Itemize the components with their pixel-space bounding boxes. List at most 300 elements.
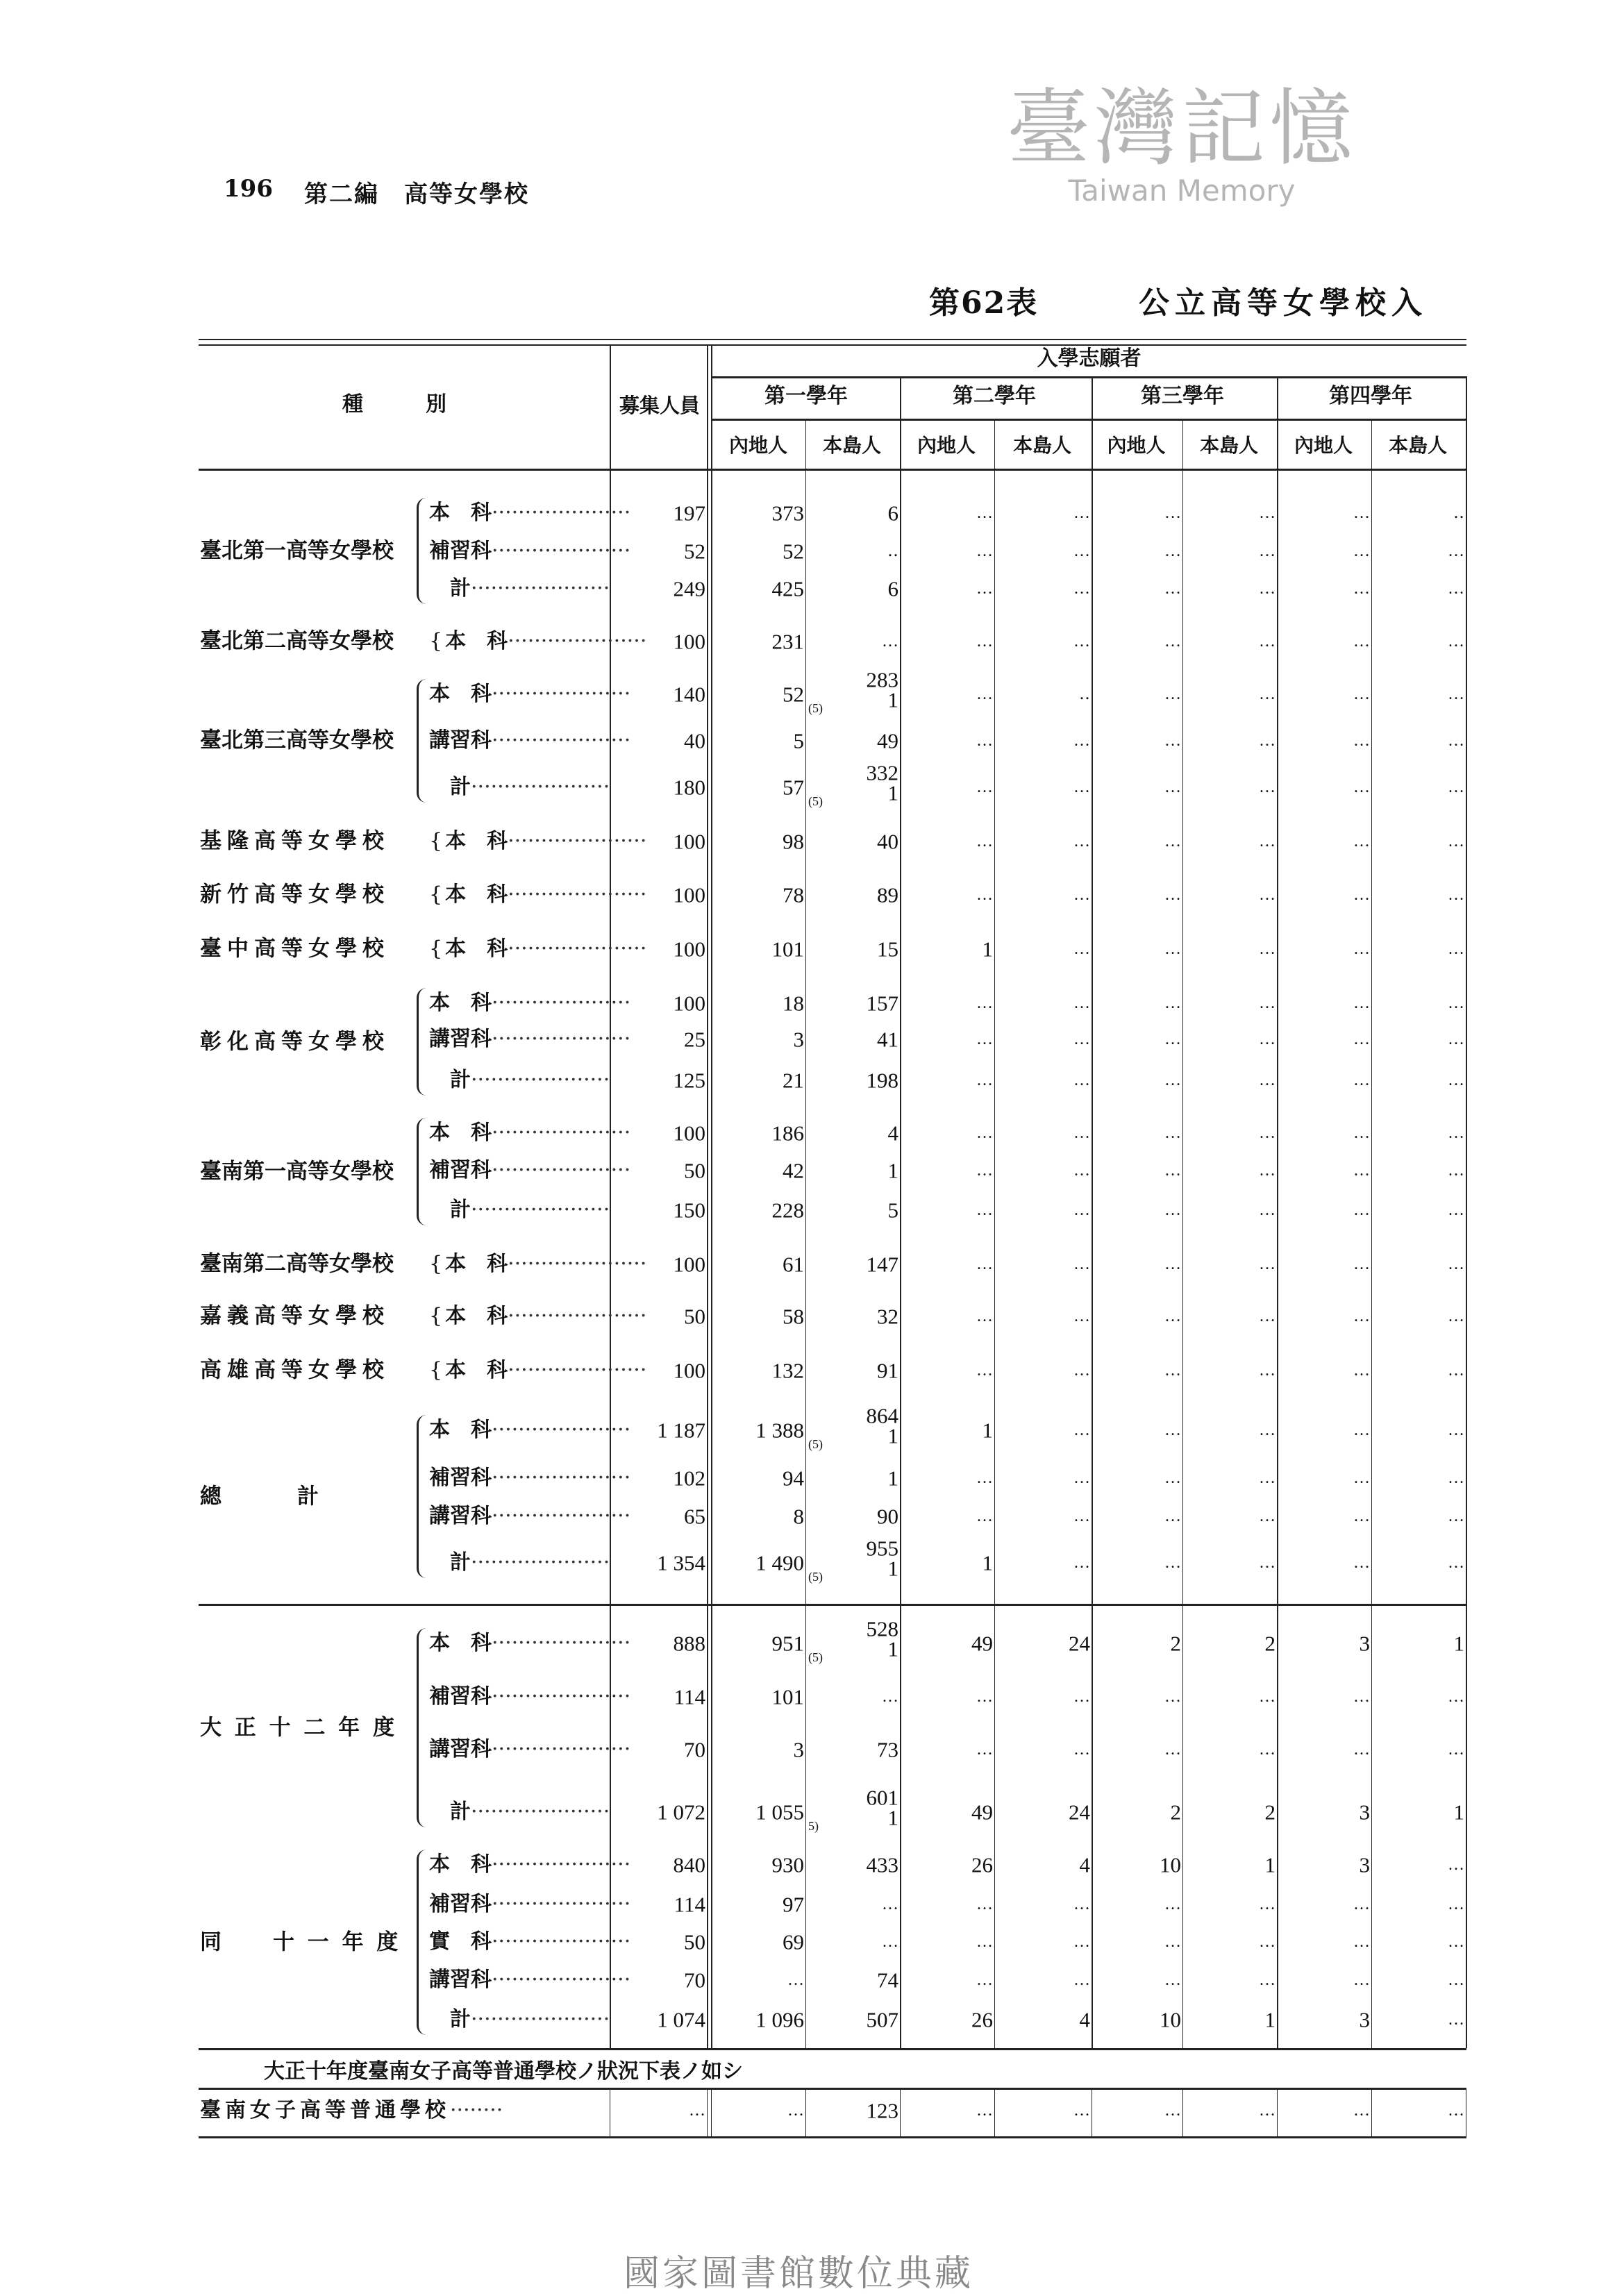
cell-value: 52	[783, 539, 804, 564]
cell-value: …	[1448, 542, 1464, 560]
cell-note: (5)	[808, 794, 823, 808]
row-label-text: 講習科	[429, 1737, 492, 1761]
cell-subvalue: 1	[887, 1806, 898, 1830]
cell-value: 100	[673, 1252, 705, 1277]
cell-value: …	[1448, 1856, 1464, 1874]
cell-value: …	[1448, 1741, 1464, 1759]
cell-value: …	[1073, 1933, 1090, 1951]
cell-value: …	[1448, 940, 1464, 958]
table-rule	[712, 376, 1466, 378]
cell-value: 3	[1359, 2007, 1370, 2032]
cell-value: …	[1353, 1030, 1370, 1048]
cell-value: …	[976, 632, 993, 651]
cell-value: …	[1259, 1554, 1276, 1572]
row-label	[429, 1892, 631, 1916]
cell-value: 180	[673, 775, 705, 800]
header-sub-hontoujin: 本島人	[1012, 434, 1071, 457]
cell-value: 97	[783, 1892, 804, 1917]
row-label-text: 補習科	[429, 1684, 492, 1709]
header-recruit: 募集人員	[619, 394, 700, 417]
cell-value: 283	[866, 667, 898, 692]
leader-dots: ·····················	[471, 2007, 610, 2031]
cell-subvalue: 1	[887, 1424, 898, 1448]
cell-value: …	[1073, 2102, 1090, 2120]
cell-value: …	[1073, 1162, 1090, 1180]
cell-value: …	[1448, 832, 1464, 850]
leader-dots: ·····················	[471, 1550, 610, 1575]
cell-value: …	[1073, 1469, 1090, 1487]
brace-icon	[417, 1628, 430, 1827]
row-label-text: 講習科	[429, 728, 492, 753]
year-divider	[1466, 376, 1467, 2048]
leader-dots: ·····················	[492, 1929, 631, 1954]
row-label	[429, 728, 631, 753]
cell-value: 6	[887, 501, 898, 526]
row-label-text: 臺南女子高等普通學校	[200, 2098, 450, 2122]
cell-value: …	[1353, 1895, 1370, 1913]
cell-value: 1 354	[657, 1550, 705, 1575]
cell-value: …	[1448, 685, 1464, 703]
row-label-text: 本 科	[445, 629, 508, 653]
cell-value: 840	[673, 1852, 705, 1877]
cell-value: …	[1164, 685, 1181, 703]
cell-note: (5)	[808, 1570, 823, 1584]
header-category: 種 別	[342, 392, 467, 417]
cell-value: …	[1353, 1124, 1370, 1142]
cell-value: 3	[1359, 1631, 1370, 1656]
cell-value: …	[1073, 940, 1090, 958]
cell-value: …	[1164, 1201, 1181, 1219]
cell-value: …	[1164, 1933, 1181, 1951]
cell-value: …	[1164, 994, 1181, 1012]
row-label-text: 本 科	[445, 829, 508, 853]
cell-value: …	[1448, 1895, 1464, 1913]
row-label-text: 本 科	[429, 1631, 492, 1655]
cell-value: 1	[887, 1158, 898, 1183]
stacked-value-cell	[805, 1785, 898, 1830]
row-label	[429, 629, 647, 653]
cell-value: 101	[771, 937, 804, 962]
cell-value: …	[1448, 1201, 1464, 1219]
cell-value: …	[1448, 1554, 1464, 1572]
cell-value: 373	[771, 501, 804, 526]
row-label-text: 講習科	[429, 1027, 492, 1051]
cell-value: 425	[771, 576, 804, 601]
leader-dots: ·····················	[492, 1466, 631, 1490]
cell-value: …	[1073, 632, 1090, 651]
cell-value: …	[787, 1971, 804, 1989]
leader-dots: ·····················	[508, 1358, 647, 1382]
cell-value: 601	[866, 1785, 898, 1810]
cell-value: 528	[866, 1616, 898, 1641]
cell-value: …	[1164, 1421, 1181, 1439]
cell-value: 89	[877, 882, 898, 907]
cell-value: …	[1259, 1971, 1276, 1989]
row-label-text: 本 科	[445, 1304, 508, 1328]
cell-value: 951	[771, 1631, 804, 1656]
cell-value: …	[976, 778, 993, 796]
cell-value: 1 187	[657, 1418, 705, 1443]
cell-value: …	[1259, 1201, 1276, 1219]
cell-value: …	[1073, 1688, 1090, 1706]
cell-value: …	[1259, 886, 1276, 904]
leader-dots: ·····················	[471, 775, 610, 799]
cell-value: 1	[887, 1466, 898, 1491]
cell-value: 49	[971, 1631, 993, 1656]
cell-value: 40	[877, 829, 898, 854]
cell-value: 101	[771, 1684, 804, 1709]
cell-value: …	[1073, 1307, 1090, 1325]
cell-value: 2	[1170, 1631, 1181, 1656]
cell-value: 74	[877, 1968, 898, 1993]
row-label-text: 計	[429, 2007, 471, 2031]
table-rule	[199, 339, 1466, 340]
watermark-chinese: 臺灣記憶	[1007, 81, 1357, 177]
leader-dots: ·····················	[492, 1852, 631, 1877]
cell-value: …	[689, 2102, 705, 2120]
cell-value: …	[1164, 1255, 1181, 1273]
header-sub-hontoujin: 本島人	[1199, 434, 1258, 457]
cell-value: …	[1164, 2102, 1181, 2120]
cell-value: …	[976, 1071, 993, 1089]
cell-value: …	[1448, 1421, 1464, 1439]
cell-value: …	[1353, 1255, 1370, 1273]
cell-value: …	[1448, 1688, 1464, 1706]
column-divider	[707, 344, 708, 2048]
cell-value: 40	[684, 728, 705, 753]
cell-value: …	[1259, 580, 1276, 598]
cell-value: 140	[673, 682, 705, 707]
cell-value: 98	[783, 829, 804, 854]
cell-value: 18	[783, 991, 804, 1016]
row-label	[429, 1158, 631, 1182]
row-label	[429, 539, 631, 563]
cell-value: …	[1353, 732, 1370, 750]
group-label: 同 十 一 年 度	[200, 1929, 401, 1954]
cell-value: …	[882, 1688, 898, 1706]
cell-value: 100	[673, 991, 705, 1016]
leader-dots: ·····················	[471, 1068, 610, 1092]
row-label-text: 計	[429, 1800, 471, 1824]
cell-value: …	[1259, 1361, 1276, 1380]
cell-value: 1	[1264, 2007, 1276, 2032]
group-label: 大 正 十 二 年 度	[200, 1715, 397, 1740]
cell-value: …	[976, 1030, 993, 1048]
cell-value: …	[976, 1124, 993, 1142]
row-label-text: 計	[429, 576, 471, 601]
brace-icon	[417, 498, 430, 604]
row-label	[429, 1802, 608, 1822]
cell-value: …	[1259, 1741, 1276, 1759]
cell-value: 231	[771, 629, 804, 654]
group-label: 彰化高等女學校	[200, 1029, 390, 1054]
leader-dots: ·····················	[492, 1631, 631, 1655]
cell-value: …	[1259, 1688, 1276, 1706]
cell-value: …	[1164, 940, 1181, 958]
brace-icon	[417, 1850, 430, 2035]
header-year-1: 第一學年	[764, 384, 848, 408]
leader-dots: ·····················	[492, 1684, 631, 1709]
group-label: 新竹高等女學校	[200, 882, 390, 907]
cell-value: …	[1073, 1421, 1090, 1439]
cell-value: …	[1353, 1507, 1370, 1525]
cell-note: (5)	[808, 1437, 823, 1451]
row-label-text: 計	[429, 1198, 471, 1222]
column-divider	[707, 2088, 708, 2136]
cell-value: 228	[771, 1198, 804, 1223]
table-rule	[199, 344, 1466, 346]
cell-value: …	[1259, 1507, 1276, 1525]
cell-value: 6	[887, 576, 898, 601]
table-rule	[199, 2136, 1466, 2138]
cell-value: …	[1073, 886, 1090, 904]
row-label	[429, 937, 647, 961]
cell-value: 1 096	[755, 2007, 804, 2032]
cell-value: …	[1448, 632, 1464, 651]
cell-value: 4	[887, 1121, 898, 1146]
cell-value: …	[787, 2102, 804, 2120]
cell-value: …	[1353, 1741, 1370, 1759]
cell-value: …	[1164, 1030, 1181, 1048]
cell-note: (5)	[808, 1650, 823, 1664]
cell-value: …	[1353, 1162, 1370, 1180]
cell-value: 100	[673, 829, 705, 854]
cell-value: …	[1164, 1507, 1181, 1525]
cell-value: …	[1164, 1361, 1181, 1380]
cell-value: 26	[971, 1852, 993, 1877]
row-label-text: 計	[429, 775, 471, 799]
cell-value: …	[1448, 886, 1464, 904]
cell-value: 69	[783, 1929, 804, 1954]
cell-value: …	[1073, 1741, 1090, 1759]
column-divider	[711, 2088, 712, 2136]
table-note: 大正十年度臺南女子高等普通學校ノ狀況下表ノ如シ	[264, 2059, 743, 2084]
cell-value: …	[1353, 886, 1370, 904]
cell-value: 5	[887, 1198, 898, 1223]
row-label	[429, 1684, 631, 1709]
cell-value: …	[1164, 542, 1181, 560]
cell-value: …	[1073, 1971, 1090, 1989]
cell-value: …	[1353, 504, 1370, 522]
header-sub-naichijin: 內地人	[728, 434, 787, 457]
cell-value: 114	[674, 1684, 705, 1709]
cell-value: …	[1073, 1554, 1090, 1572]
cell-value: …	[1073, 1895, 1090, 1913]
cell-value: …	[976, 1201, 993, 1219]
row-label	[429, 1070, 608, 1091]
cell-value: 24	[1069, 1631, 1090, 1656]
cell-value: …	[976, 2102, 993, 2120]
leader-dots: ·····················	[492, 682, 631, 706]
row-label-text: 補習科	[429, 1892, 492, 1916]
cell-value: 10	[1160, 1852, 1181, 1877]
cell-value: …	[1353, 1688, 1370, 1706]
page-number: 196	[224, 175, 273, 203]
cell-value: 3	[793, 1737, 804, 1762]
cell-value: …	[976, 1741, 993, 1759]
cell-value: …	[976, 1469, 993, 1487]
cell-value: 332	[866, 760, 898, 785]
cell-value: …	[1164, 1554, 1181, 1572]
cell-value: 114	[674, 1892, 705, 1917]
group-label: 臺北第一高等女學校	[200, 538, 394, 563]
cell-value: …	[976, 732, 993, 750]
cell-value: 1	[982, 1418, 993, 1443]
leader-dots: ·····················	[492, 1027, 631, 1051]
leader-dots: ·····················	[492, 1158, 631, 1182]
cell-value: …	[1353, 1361, 1370, 1380]
cell-subvalue: 1	[887, 1557, 898, 1581]
cell-value: 102	[673, 1466, 705, 1491]
leader-dots: ·····················	[508, 937, 647, 961]
cell-value: …	[976, 1162, 993, 1180]
cell-value: 70	[684, 1737, 705, 1762]
cell-value: …	[1353, 832, 1370, 850]
cell-value: …	[1448, 580, 1464, 598]
cell-value: 52	[783, 682, 804, 707]
cell-value: …	[1353, 1071, 1370, 1089]
cell-value: …	[1448, 1933, 1464, 1951]
section-title: 第二編 高等女學校	[304, 181, 529, 208]
cell-value: …	[1448, 778, 1464, 796]
cell-value: …	[1448, 1971, 1464, 1989]
row-label	[429, 1358, 647, 1382]
row-label	[429, 1466, 631, 1490]
cell-value: …	[1448, 1361, 1464, 1380]
cell-value: …	[1448, 2011, 1464, 2029]
cell-value: …	[1448, 2102, 1464, 2120]
row-label-text: 本 科	[445, 882, 508, 907]
cell-value: …	[882, 1895, 898, 1913]
cell-value: …	[1259, 778, 1276, 796]
cell-value: …	[1164, 504, 1181, 522]
cell-value: ‥	[887, 542, 898, 560]
cell-value: 157	[866, 991, 898, 1016]
header-sub-naichijin: 內地人	[917, 434, 976, 457]
row-label	[429, 1552, 608, 1573]
header-sub-naichijin: 內地人	[1294, 434, 1353, 457]
cell-value: 955	[866, 1536, 898, 1561]
cell-value: …	[1164, 1162, 1181, 1180]
cell-value: 57	[783, 775, 804, 800]
extra-row-label	[200, 2100, 608, 2121]
group-label: 臺南第一高等女學校	[200, 1159, 394, 1184]
cell-value: …	[1164, 1688, 1181, 1706]
brace-icon	[417, 988, 430, 1096]
cell-value: 1 072	[657, 1800, 705, 1825]
cell-value: …	[1073, 1255, 1090, 1273]
row-label-text: 實 科	[429, 1929, 492, 1954]
cell-value: 1 074	[657, 2007, 705, 2032]
row-label	[429, 1418, 631, 1442]
row-label-text: 本 科	[429, 1418, 492, 1442]
cell-value: …	[1353, 542, 1370, 560]
cell-value: 1	[1453, 1631, 1464, 1656]
group-label: 高雄高等女學校	[200, 1357, 390, 1383]
row-label-text: 本 科	[429, 1852, 492, 1877]
cell-value: …	[1164, 1469, 1181, 1487]
row-label-text: 講習科	[429, 1968, 492, 1992]
cell-value: ‥	[1078, 685, 1090, 703]
cell-value: 132	[771, 1358, 804, 1383]
cell-value: 930	[771, 1852, 804, 1877]
cell-value: 5	[793, 728, 804, 753]
cell-value: 1	[1453, 1800, 1464, 1825]
cell-value: …	[1073, 778, 1090, 796]
cell-value: 186	[771, 1121, 804, 1146]
leader-dots: ·····················	[492, 1418, 631, 1442]
row-label	[429, 682, 631, 706]
cell-value: …	[976, 886, 993, 904]
cell-value: 123	[866, 2098, 898, 2123]
row-label	[429, 1304, 647, 1328]
cell-value: …	[1259, 632, 1276, 651]
cell-value: …	[1259, 1307, 1276, 1325]
column-divider	[610, 344, 611, 2048]
cell-value: 197	[673, 501, 705, 526]
cell-value: 2	[1264, 1800, 1276, 1825]
row-label	[429, 777, 608, 798]
cell-value: …	[1164, 632, 1181, 651]
cell-value: 61	[783, 1252, 804, 1277]
cell-value: …	[1259, 832, 1276, 850]
cell-value: …	[976, 580, 993, 598]
cell-value: 50	[684, 1304, 705, 1329]
cell-value: 70	[684, 1968, 705, 1993]
cell-value: …	[1164, 832, 1181, 850]
leader-dots: ········	[450, 2098, 503, 2122]
header-sub-hontoujin: 本島人	[822, 434, 881, 457]
cell-value: 147	[866, 1252, 898, 1277]
leader-dots: ·····················	[508, 829, 647, 853]
cell-value: …	[1164, 1971, 1181, 1989]
row-label	[429, 882, 647, 907]
cell-value: …	[1448, 1162, 1464, 1180]
cell-value: …	[1353, 1307, 1370, 1325]
cell-value: …	[1448, 1469, 1464, 1487]
cell-value: …	[1448, 994, 1464, 1012]
cell-value: 1	[982, 1550, 993, 1575]
cell-value: …	[1259, 732, 1276, 750]
cell-value: 50	[684, 1929, 705, 1954]
cell-value: …	[976, 1507, 993, 1525]
leader-dots: ·····················	[492, 1504, 631, 1528]
cell-value: 41	[877, 1027, 898, 1052]
leader-dots: ·····················	[492, 728, 631, 753]
table-rule	[712, 419, 1466, 421]
cell-value: …	[976, 1895, 993, 1913]
cell-value: 21	[783, 1068, 804, 1093]
cell-value: 864	[866, 1403, 898, 1428]
leader-dots: ·····················	[508, 1252, 647, 1276]
row-label-text: 本 科	[429, 501, 492, 525]
cell-value: …	[1164, 886, 1181, 904]
cell-value: …	[1073, 994, 1090, 1012]
cell-value: …	[1353, 1933, 1370, 1951]
row-label	[429, 1631, 631, 1655]
cell-value: …	[976, 1933, 993, 1951]
header-sub-hontoujin: 本島人	[1388, 434, 1447, 457]
cell-value: 49	[971, 1800, 993, 1825]
cell-value: …	[1353, 1421, 1370, 1439]
group-label: 臺中高等女學校	[200, 936, 390, 962]
row-label	[429, 829, 647, 853]
cell-value: 32	[877, 1304, 898, 1329]
column-divider	[711, 344, 712, 2048]
cell-value: 58	[783, 1304, 804, 1329]
cell-value: 4	[1079, 1852, 1090, 1877]
cell-value: 100	[673, 1358, 705, 1383]
